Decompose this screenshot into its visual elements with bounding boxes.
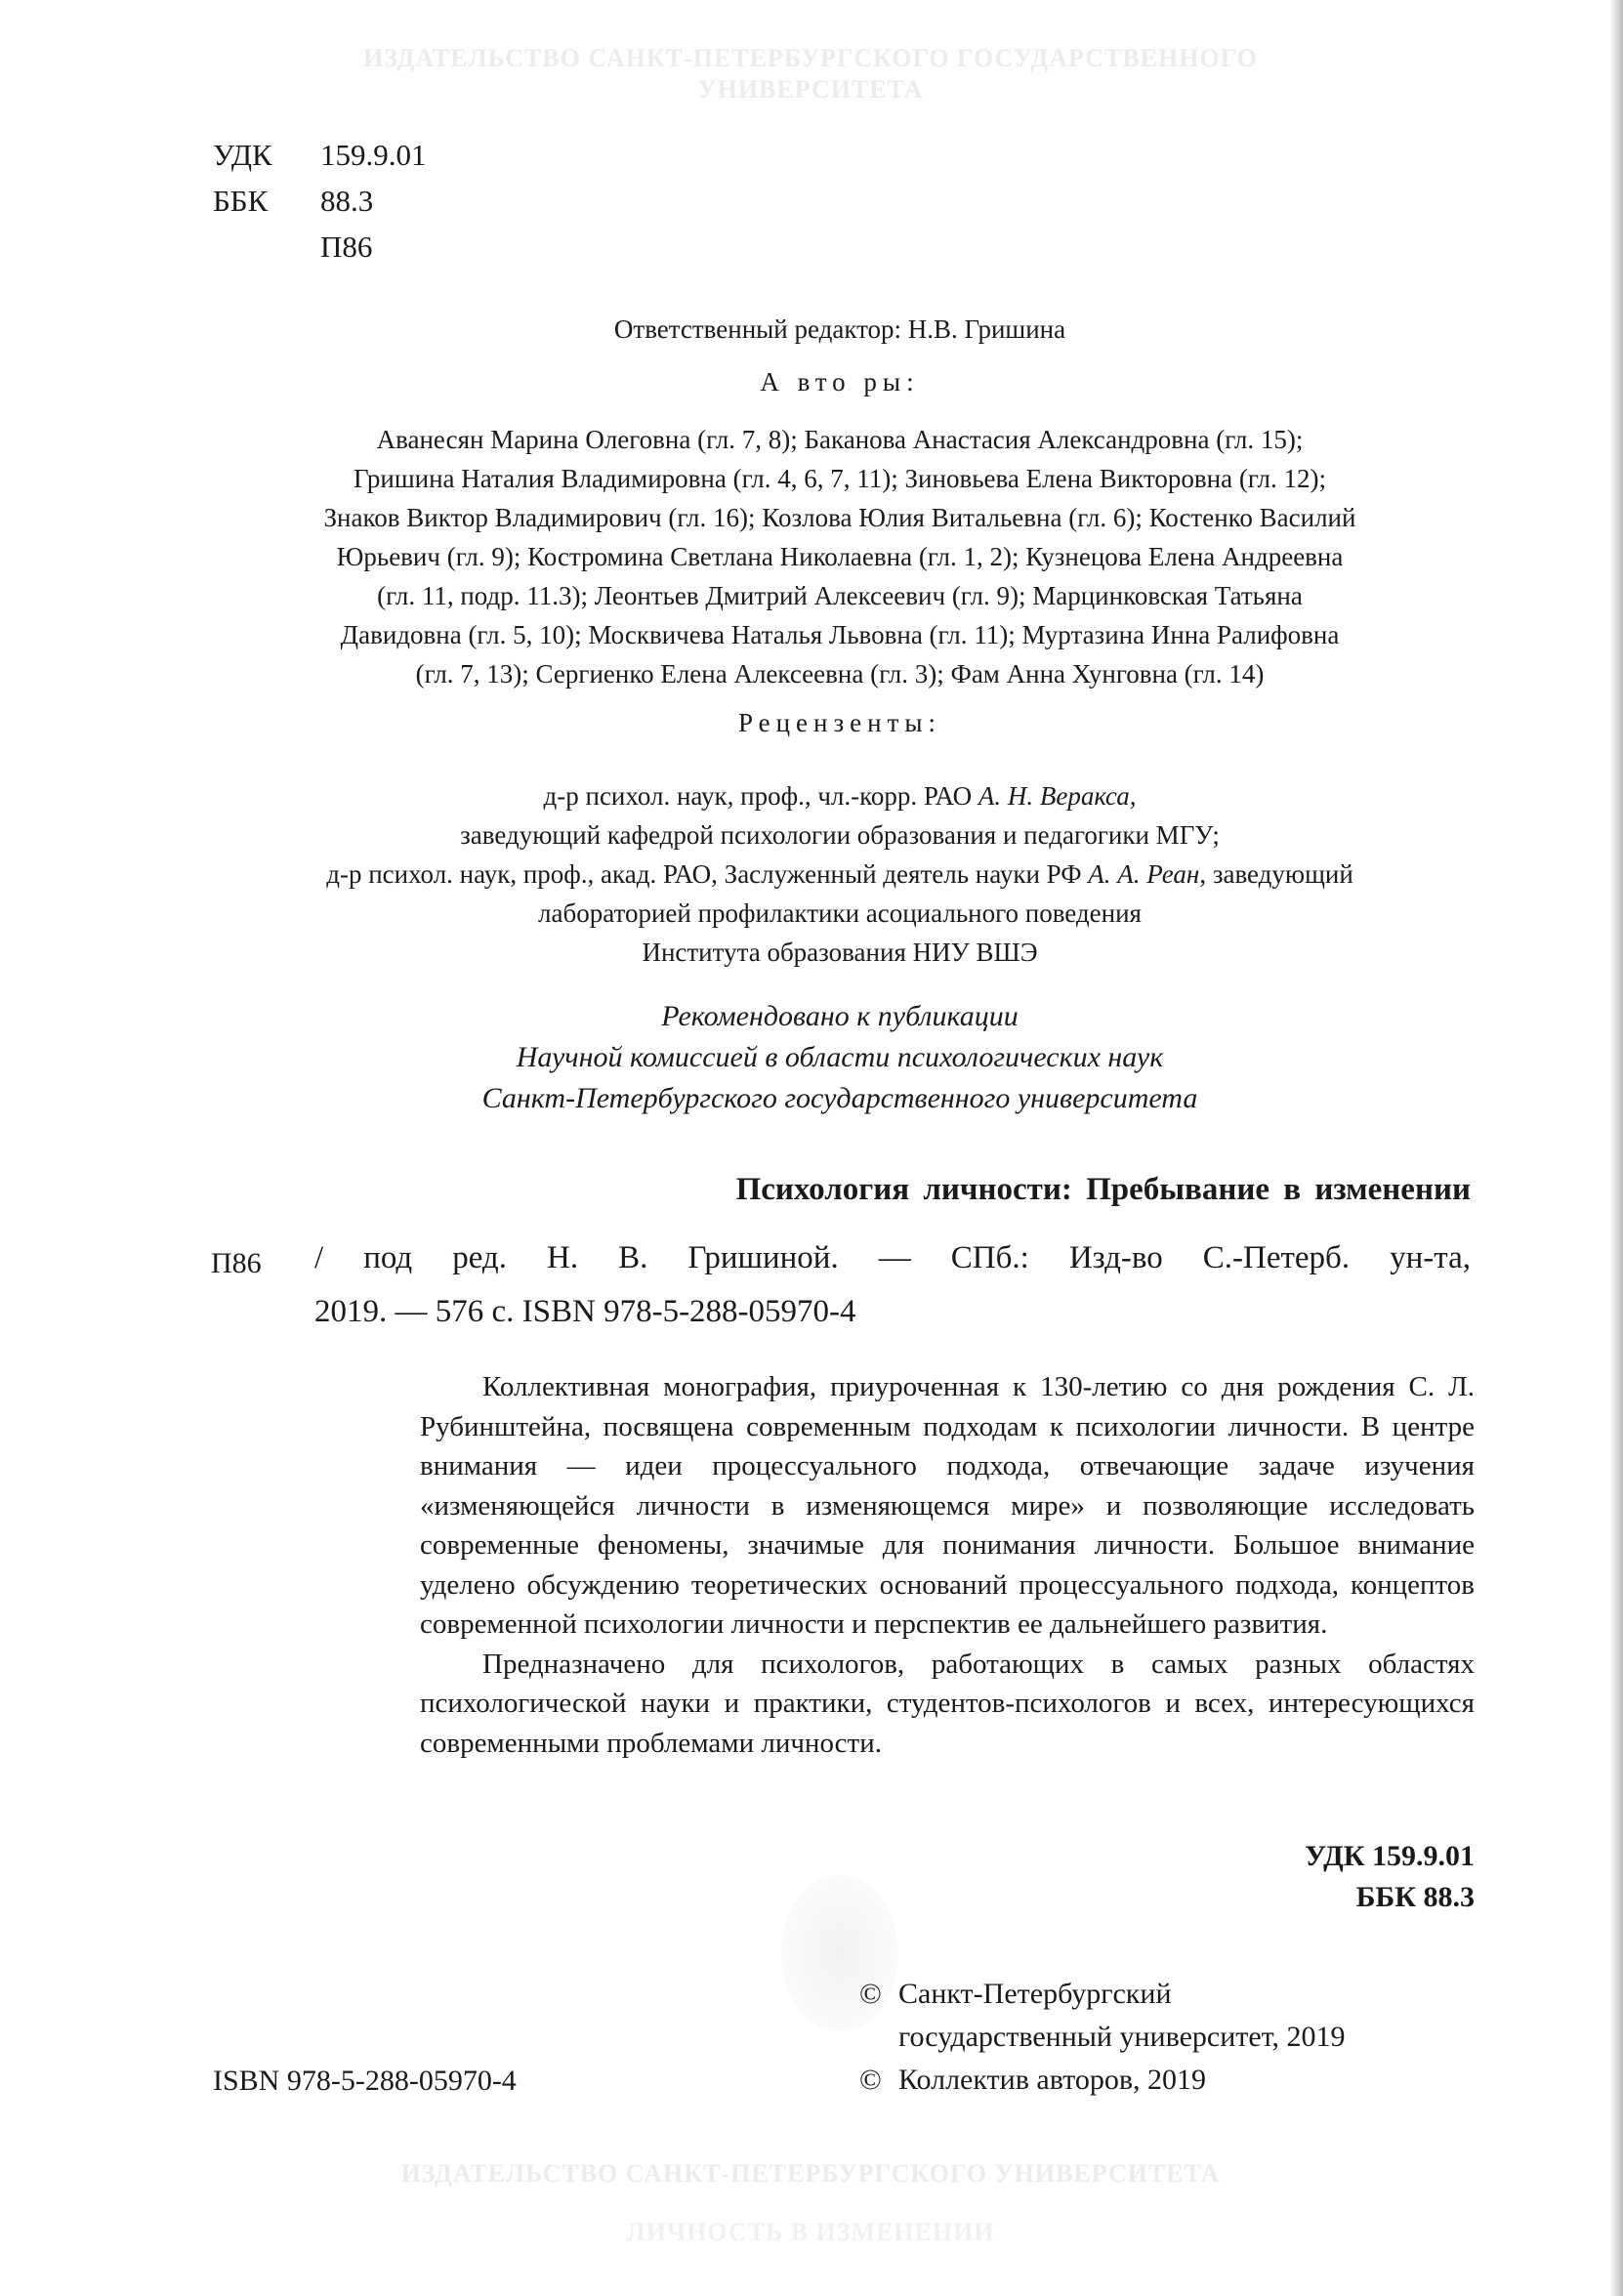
reviewer-1 bbox=[205, 776, 1475, 815]
authors-line: Знаков Виктор Владимирович (гл. 16); Козлова Юлия Витальевна (гл. 6); Костенко Василий bbox=[323, 503, 1356, 532]
copyright-authors bbox=[859, 2059, 1484, 2102]
authors-line: Давидовна (гл. 5, 10); Москвичева Наталья Львовна (гл. 11); Муртазина Инна Ралифовна bbox=[340, 620, 1340, 649]
book-title: Психология личности: Пребывание в изменении bbox=[735, 1172, 1471, 1207]
author-mark: П86 bbox=[320, 230, 373, 264]
authors-line: (гл. 7, 13); Сергиенко Елена Алексеевна (гл. 3); Фам Анна Хунговна (гл. 14) bbox=[415, 659, 1265, 689]
bbk-label: ББК bbox=[213, 184, 269, 218]
reviewer-1-name: А. Н. Веракса bbox=[978, 781, 1130, 811]
reviewer-2-institution: Института образования НИУ ВШЭ bbox=[642, 938, 1038, 967]
bib-imprint: / под ред. Н. В. Гришиной. — СПб.: Изд-во С.-Петерб. ун-та, bbox=[314, 1240, 1471, 1275]
bbk-value: 88.3 bbox=[320, 184, 374, 218]
reviewer-2 bbox=[205, 855, 1475, 894]
bbk-code-right: ББК 88.3 bbox=[1355, 1881, 1475, 1913]
recommendation-note bbox=[205, 996, 1475, 1119]
author-mark-row bbox=[213, 224, 427, 270]
authors-line: Аванесян Марина Олеговна (гл. 7, 8); Баканова Анастасия Александровна (гл. 15); bbox=[376, 425, 1304, 454]
reviewer-2-position: лабораторией профилактики асоциального поведения bbox=[538, 898, 1142, 928]
classification-codes-right bbox=[1305, 1836, 1475, 1918]
responsible-editor: Ответственный редактор: Н.В. Гришина bbox=[613, 314, 1066, 344]
udk-code-right: УДК 159.9.01 bbox=[1305, 1840, 1475, 1872]
reviewer-1-position: заведующий кафедрой психологии образования и педагогики МГУ; bbox=[460, 820, 1220, 850]
reviewer-2-suffix: , заведующий bbox=[1199, 859, 1353, 889]
copyright-university bbox=[859, 1973, 1484, 2059]
authors-line: Гришина Наталия Владимировна (гл. 4, 6, 7, 11); Зиновьева Елена Викторовна (гл. 12); bbox=[353, 464, 1327, 493]
copyright-university-line1: Санкт-Петербургский bbox=[898, 1978, 1172, 2010]
copyright-icon: © bbox=[859, 2064, 882, 2096]
authors-heading: А вто ры: bbox=[760, 367, 920, 397]
reviewer-1-suffix: , bbox=[1129, 781, 1137, 811]
annotation bbox=[420, 1367, 1475, 1763]
copyright-university-text bbox=[898, 1973, 1346, 2059]
copyright-university-line2: государственный университет, 2019 bbox=[898, 2021, 1346, 2053]
reviewer-2-name: А. А. Реан bbox=[1088, 859, 1200, 889]
reviewers-list bbox=[205, 776, 1475, 972]
author-mark-spacer bbox=[213, 224, 320, 270]
bib-author-mark: П86 bbox=[211, 1247, 262, 1279]
bib-pages-isbn: 2019. — 576 с. ISBN 978-5-288-05970-4 bbox=[314, 1294, 856, 1329]
bleed-through-text-top: ИЗДАТЕЛЬСТВО САНКТ-ПЕТЕРБУРГСКОГО ГОСУДАРСТВЕННОГО УНИВЕРСИТЕТА bbox=[363, 44, 1258, 104]
udk-label: УДК bbox=[213, 138, 272, 172]
authors-list bbox=[205, 420, 1475, 693]
authors-line: Юрьевич (гл. 9); Костромина Светлана Николаевна (гл. 1, 2); Кузнецова Елена Андреевна bbox=[336, 542, 1344, 571]
annotation-paragraph-1: Коллективная монография, приуроченная к 130-летию со дня рождения С. Л. Рубинштейна, посвящена современным подходам к психологии личности. В центре внимания — идеи процессуального подхода, отвечающие задаче изучения «изменяющейся личности в изменяющемся мире» и позволяющие исследовать современные феномены, значимые для понимания личности. Большое внимание уделено обсуждению теоретических оснований процессуального подхода, концептов современной психологии личности и перспектив ее дальнейшего развития. bbox=[420, 1371, 1475, 1640]
copyright-icon: © bbox=[859, 1978, 882, 2010]
isbn: ISBN 978-5-288-05970-4 bbox=[213, 2065, 517, 2097]
recommendation-line: Научной комиссией в области психологических наук bbox=[516, 1041, 1164, 1073]
reviewer-1-credentials: д-р психол. наук, проф., чл.-корр. РАО bbox=[543, 781, 978, 811]
copyright-block bbox=[859, 1973, 1484, 2102]
annotation-paragraph-2: Предназначено для психологов, работающих в самых разных областях психологической науки и практики, студентов-психологов и всех, интересующихся современными проблемами личности. bbox=[420, 1648, 1475, 1759]
bleed-through-text-center: ЛИЧНОСТЬ В ИЗМЕНЕНИИ bbox=[626, 2218, 995, 2246]
udk-value: 159.9.01 bbox=[320, 138, 427, 172]
copyright-authors-text: Коллектив авторов, 2019 bbox=[898, 2064, 1206, 2096]
authors-line: (гл. 11, подр. 11.3); Леонтьев Дмитрий Алексеевич (гл. 9); Марцинковская Татьяна bbox=[377, 581, 1303, 610]
recommendation-line: Санкт-Петербургского государственного университета bbox=[481, 1082, 1198, 1114]
page-edge-shadow bbox=[1609, 0, 1623, 2296]
recommendation-line: Рекомендовано к публикации bbox=[661, 1000, 1019, 1032]
bbk-row bbox=[213, 178, 427, 224]
bleed-through-text-bottom: ИЗДАТЕЛЬСТВО САНКТ-ПЕТЕРБУРГСКОГО УНИВЕРСИТЕТА bbox=[400, 2159, 1221, 2188]
classification-codes bbox=[213, 132, 427, 270]
udk-row bbox=[213, 132, 427, 178]
reviewers-heading: Рецензенты: bbox=[737, 708, 942, 737]
bibliographic-record bbox=[211, 1172, 1480, 1348]
reviewer-2-credentials: д-р психол. наук, проф., акад. РАО, Заслуженный деятель науки РФ bbox=[326, 859, 1089, 889]
